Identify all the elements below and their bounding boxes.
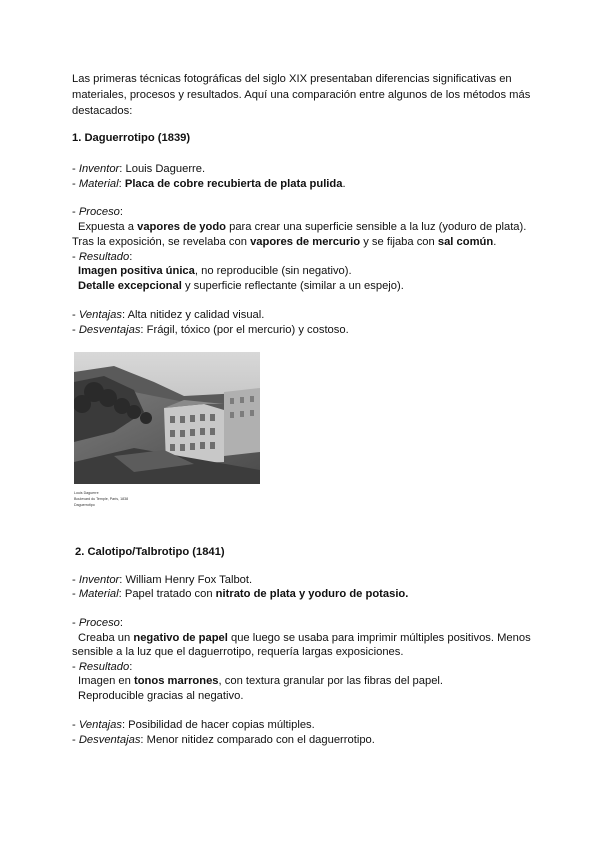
s2-material: - Material: Papel tratado con nitrato de plata y yoduro de potasio. <box>72 588 409 600</box>
intro-line-1: Las primeras técnicas fotográficas del siglo XIX presentaban diferencias significativas en <box>72 73 512 85</box>
photo-caption-line-2: Boulevard du Temple, París, 1838 <box>74 497 129 501</box>
s1-proceso-line-1: Expuesta a vapores de yodo para crear una superficie sensible a la luz (yoduro de plata). <box>78 221 527 233</box>
s2-resultado-line-2: Reproducible gracias al negativo. <box>78 690 244 702</box>
s1-desventajas: - Desventajas: Frágil, tóxico (por el mercurio) y costoso. <box>72 324 349 336</box>
photo-caption-line-1: Louis Daguerre <box>74 491 99 495</box>
s2-desventajas: - Desventajas: Menor nitidez comparado con el daguerrotipo. <box>72 734 375 746</box>
s2-proceso-label: - Proceso: <box>72 617 123 629</box>
daguerreotype-photo <box>74 352 260 484</box>
s2-inventor: - Inventor: William Henry Fox Talbot. <box>72 574 253 586</box>
section-2-title: 2. Calotipo/Talbrotipo (1841) <box>75 546 225 558</box>
s1-proceso-line-2: Tras la exposición, se revelaba con vapores de mercurio y se fijaba con sal común. <box>72 236 497 248</box>
intro-line-2: materiales, procesos y resultados. Aquí una comparación entre algunos de los métodos más <box>72 89 531 101</box>
s1-inventor: - Inventor: Louis Daguerre. <box>72 163 206 175</box>
intro-line-3: destacados: <box>72 105 133 117</box>
s2-resultado-line-1: Imagen en tonos marrones, con textura granular por las fibras del papel. <box>78 675 444 687</box>
photo-caption-line-3: Daguerrotipo <box>74 503 95 507</box>
s2-resultado-label: - Resultado: <box>72 661 133 673</box>
s1-material: - Material: Placa de cobre recubierta de plata pulida. <box>72 178 346 190</box>
s2-proceso-line-1: Creaba un negativo de papel que luego se usaba para imprimir múltiples positivos. Menos <box>78 632 531 644</box>
s1-resultado-line-2: Detalle excepcional y superficie reflectante (similar a un espejo). <box>78 280 404 292</box>
s1-resultado-line-1: Imagen positiva única, no reproducible (sin negativo). <box>78 265 352 277</box>
s2-ventajas: - Ventajas: Posibilidad de hacer copias múltiples. <box>72 719 315 731</box>
s1-ventajas: - Ventajas: Alta nitidez y calidad visual. <box>72 309 265 321</box>
section-1-title: 1. Daguerrotipo (1839) <box>72 132 191 144</box>
s1-resultado-label: - Resultado: <box>72 251 133 263</box>
s2-proceso-line-2: sensible a la luz que el daguerrotipo, requería largas exposiciones. <box>72 646 404 658</box>
s1-proceso-label: - Proceso: <box>72 206 123 218</box>
street-scene-illustration <box>74 352 260 484</box>
